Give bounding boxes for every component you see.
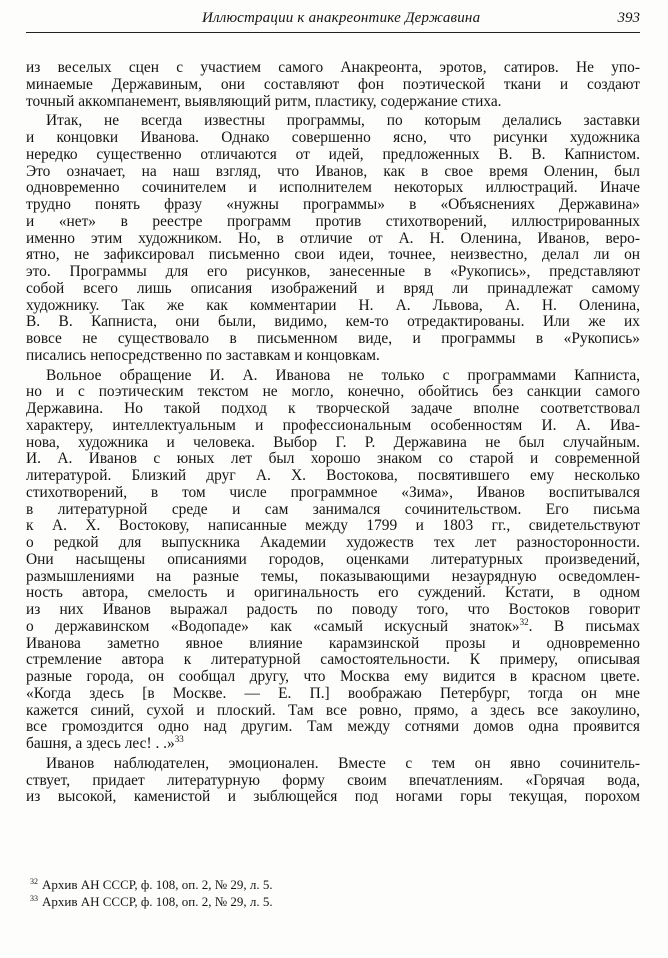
text-line: из веселых сцен с участием самого Анакреонта, эротов, сатиров. Не упо-: [26, 59, 640, 76]
footnote-text: Архив АН СССР, ф. 108, оп. 2, № 29, л. 5.: [42, 894, 273, 909]
footnote-number: 33: [30, 894, 38, 903]
text-line: из них Иванов выражал радость по поводу того, что Востоков говорит: [26, 601, 640, 618]
footnote-number: 32: [30, 877, 38, 886]
paragraph-first-line: Вольное обращение И. А. Иванова не только с программами Капниста,: [46, 366, 640, 384]
text-line: Это означает, на наш взгляд, что Иванов, как в свое время Оленин, был: [26, 162, 640, 180]
text-line: о редкой для выпускника Академии художеств тех лет разносторонности.: [26, 534, 640, 551]
text-line: И. А. Иванов с юных лет был хорошо знаком со старой и современной: [26, 450, 640, 468]
text-line: все громоздится одно над другим. Там между сотнями домов одна проявится: [26, 718, 640, 736]
text-line: но и с поэтическим текстом не могло, конечно, обойтись без санкции самого: [26, 383, 640, 401]
footnote-ref[interactable]: 32: [519, 616, 529, 627]
text-segment: о державинском «Водопаде» как «самый искусный знаток»: [26, 617, 520, 635]
text-line: нова, художника и человека. Выбор Г. Р. Державина не был случайным.: [26, 433, 640, 451]
text-line: художнику. Так же как комментарии Н. А. Львова, А. Н. Оленина,: [26, 296, 640, 314]
page-number: 393: [617, 10, 640, 26]
text-line: из высокой, каменистой и зыблющейся под ногами горы текущая, порохом: [26, 788, 640, 806]
text-line: точный аккомпанемент, выявляющий ритм, пластику, содержание стиха.: [26, 92, 502, 110]
text-line-with-footnote: [26, 616, 640, 636]
text-line: Они насыщены описаниями городов, оценками литературных произведений,: [26, 550, 640, 568]
text-line: вовсе не существовало в письменном виде, и программы в «Рукопись»: [26, 330, 640, 347]
text-line: к А. Х. Востокову, написанные между 1799 и 1803 гг., свидетельствуют: [26, 517, 640, 535]
text-segment: . В письмах: [528, 617, 640, 635]
text-line: «Когда здесь [в Москве. — Е. П.] воображаю Петербург, тогда он мне: [26, 684, 640, 702]
footnote: [30, 876, 630, 893]
running-title: Иллюстрации к анакреонтике Державина: [202, 10, 481, 26]
text-line: в литературной среде и сам занимался сочинительством. Его письма: [26, 500, 640, 518]
text-line: литературой. Близкий друг А. Х. Востокова, посвятившего ему несколько: [26, 467, 640, 484]
paragraph-first-line: Итак, не всегда известны программы, по которым делались заставки: [46, 112, 640, 130]
text-line: минаемые Державиным, они составляют фон поэтической ткани и создают: [26, 75, 640, 93]
text-line: Иванова заметно явное влияние карамзинской прозы и одновременно: [26, 634, 640, 652]
footnotes: [30, 876, 630, 910]
text-line: ность автора, смелость и оригинальность его суждений. Кстати, в одном: [26, 584, 640, 602]
text-line: разные города, он сообщал другу, что Москва ему видится в красном цвете.: [26, 668, 640, 685]
text-line: и концовки Иванова. Однако совершенно ясно, что рисунки художника: [26, 129, 640, 146]
text-line: это. Программы для его рисунков, занесенные в «Рукопись», представляют: [26, 263, 640, 280]
text-segment: башня, а здесь лес! . .»: [26, 735, 175, 752]
text-line: ятно, не зафиксировал письменно свои идеи, точнее, неизвестно, делал ли он: [26, 246, 640, 264]
footnote-text: Архив АН СССР, ф. 108, оп. 2, № 29, л. 5.: [42, 877, 273, 892]
running-head: [26, 8, 640, 33]
text-line: характеру, интеллектуальным и профессиональным особенностям И. А. Ива-: [26, 416, 640, 434]
text-line: стихотворений, в том числе программное «Зима», Иванов воспитывался: [26, 483, 640, 501]
paragraph-first-line: Иванов наблюдателен, эмоционален. Вместе с тем он явно сочинитель-: [46, 754, 640, 772]
text-line: трудно понять фразу «нужны программы» в «Объяснениях Державина»: [26, 196, 640, 213]
text-line: именно этим художником. Но, в отличие от А. Н. Оленина, Иванов, веро-: [26, 229, 640, 247]
text-line: Державина. Но такой подход к творческой задаче вполне соответствовал: [26, 400, 640, 417]
footnote-ref[interactable]: 33: [174, 734, 184, 744]
text-line: писались непосредственно по заставкам и концовкам.: [26, 346, 380, 364]
text-line-with-footnote: [26, 736, 640, 753]
body-text: [26, 60, 640, 806]
footnote: [30, 893, 630, 910]
text-line: размышлениями на разные темы, показывающими незаурядную осведомлен-: [26, 567, 640, 585]
text-line: ствует, придает литературную форму своим впечатлениям. «Горячая вода,: [26, 771, 640, 789]
text-line: одновременно сочинителем и исполнителем некоторых иллюстраций. Иначе: [26, 179, 640, 197]
text-line: нередко существенно отличаются от идей, предложенных В. В. Капнистом.: [26, 145, 640, 163]
text-line: собой всего лишь описания изображений и вряд ли принадлежат самому: [26, 279, 640, 297]
text-line: В. В. Капниста, они были, видимо, кем-то отредактированы. Или же их: [26, 313, 640, 331]
text-line: стремление автора к литературной самостоятельности. К примеру, описывая: [26, 651, 640, 669]
text-line: кажется синий, сухой и плоский. Там все ровно, прямо, а здесь все закоулино,: [26, 701, 640, 719]
text-line: и «нет» в реестре программ против стихотворений, иллюстрированных: [26, 212, 640, 230]
